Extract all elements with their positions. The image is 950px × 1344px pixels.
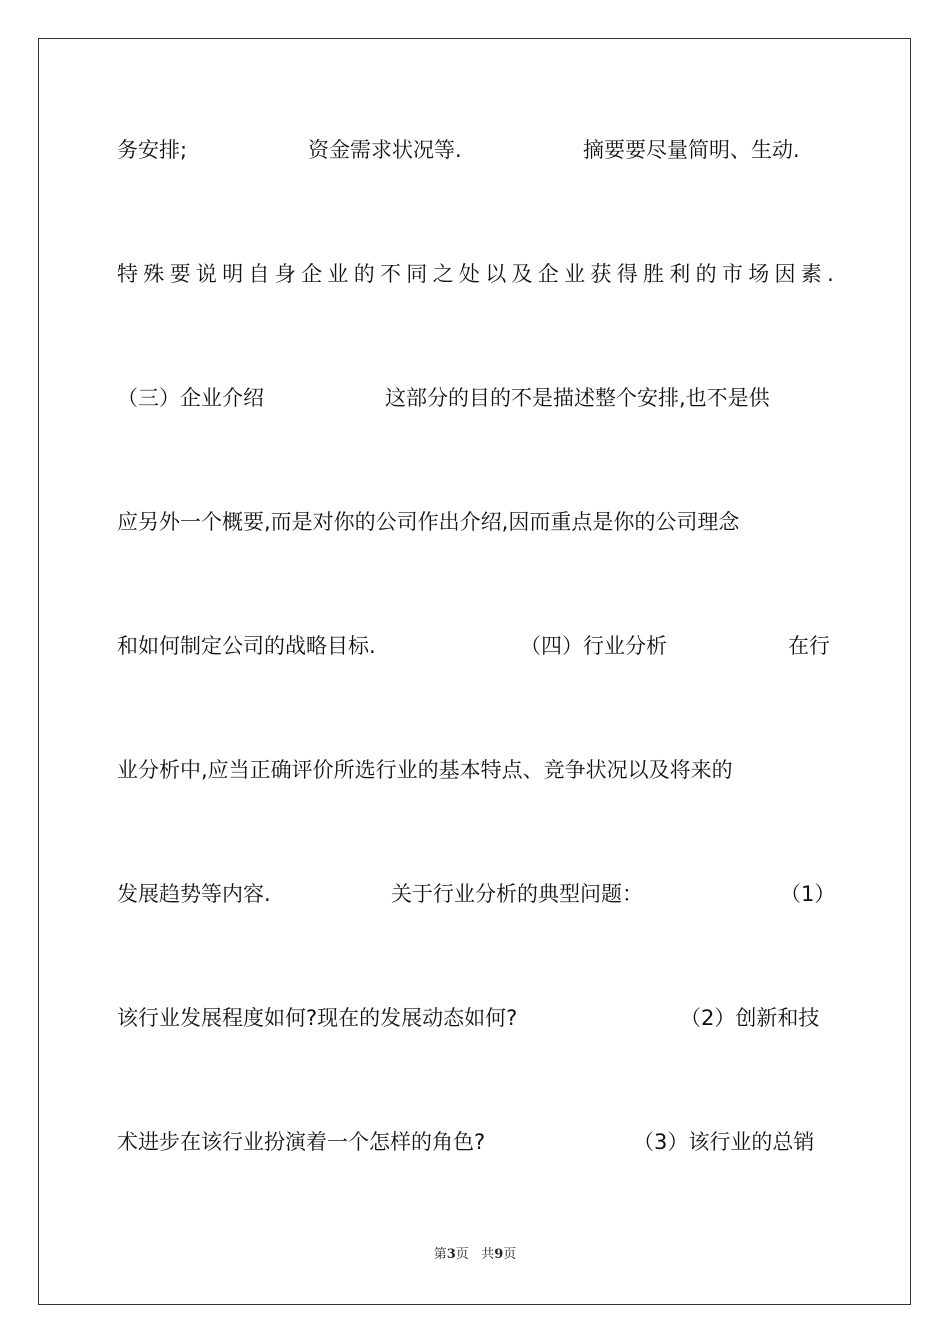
text-segment: （2）创新和技 bbox=[680, 1006, 820, 1030]
footer-current-page: 3 bbox=[446, 1247, 456, 1262]
text-line bbox=[117, 879, 836, 909]
footer-total-suffix: 页 bbox=[503, 1247, 517, 1262]
text-line bbox=[117, 135, 833, 165]
text-segment: 资金需求状况等. bbox=[308, 138, 462, 162]
footer-page-suffix: 页 bbox=[455, 1247, 469, 1262]
text-segment: 关于行业分析的典型问题： bbox=[391, 882, 643, 906]
footer-total-prefix: 共 bbox=[481, 1247, 495, 1262]
text-line bbox=[117, 507, 833, 537]
text-line bbox=[117, 383, 833, 413]
text-segment: 应另外一个概要,而是对你的公司作出介绍,因而重点是你的公司理念 bbox=[117, 510, 740, 534]
text-segment: （四）行业分析 bbox=[520, 634, 667, 658]
text-segment: 术进步在该行业扮演着一个怎样的角色? bbox=[117, 1130, 486, 1154]
text-line bbox=[117, 631, 833, 661]
text-line bbox=[117, 259, 840, 289]
text-segment: 摘要要尽量简明、生动. bbox=[583, 138, 800, 162]
text-segment: 务安排; bbox=[117, 138, 188, 162]
text-segment: （三）企业介绍 bbox=[117, 386, 264, 410]
page-footer bbox=[0, 1247, 950, 1263]
text-segment: 在行 bbox=[788, 634, 830, 658]
text-segment: 这部分的目的不是描述整个安排,也不是供 bbox=[385, 386, 770, 410]
text-segment: （1） bbox=[780, 882, 836, 906]
text-line bbox=[117, 1003, 833, 1033]
text-segment: 该行业发展程度如何?现在的发展动态如何? bbox=[117, 1006, 518, 1030]
text-line bbox=[117, 1127, 833, 1157]
text-segment: 和如何制定公司的战略目标. bbox=[117, 634, 376, 658]
text-line bbox=[117, 755, 833, 785]
footer-total-pages: 9 bbox=[494, 1247, 504, 1262]
footer-page-prefix: 第 bbox=[433, 1247, 447, 1262]
page-border bbox=[38, 38, 911, 1305]
text-segment: （3）该行业的总销 bbox=[633, 1130, 815, 1154]
text-segment: 业分析中,应当正确评价所选行业的基本特点、竞争状况以及将来的 bbox=[117, 758, 733, 782]
text-segment: 特殊要说明自身企业的不同之处以及企业获得胜利的市场因素. bbox=[117, 262, 840, 286]
text-segment: 发展趋势等内容. bbox=[117, 882, 271, 906]
